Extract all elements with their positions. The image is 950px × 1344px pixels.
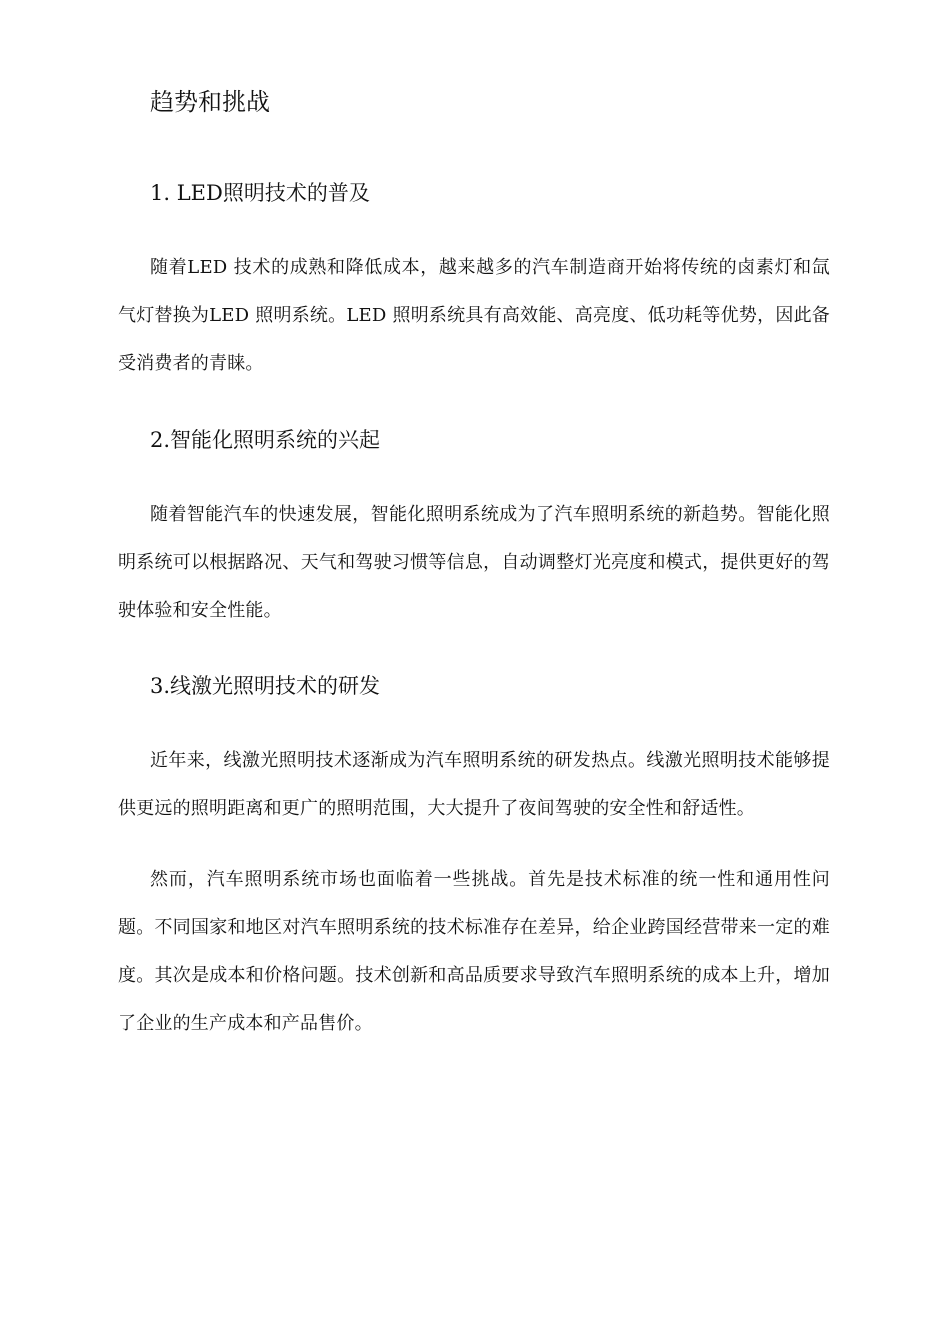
section-paragraph-smart-lighting: 随着智能汽车的快速发展，智能化照明系统成为了汽车照明系统的新趋势。智能化照明系统可以根据路况、天气和驾驶习惯等信息，自动调整灯光亮度和模式，提供更好的驾驶体验和安全性能。 — [118, 504, 830, 621]
section-heading-smart-lighting: 2.智能化照明系统的兴起 — [150, 428, 381, 452]
section-paragraph-laser-lighting: 近年来，线激光照明技术逐渐成为汽车照明系统的研发热点。线激光照明技术能够提供更远的照明距离和更广的照明范围，大大提升了夜间驾驶的安全性和舒适性。 — [118, 750, 830, 819]
document-page — [118, 0, 830, 1344]
challenges-paragraph: 然而，汽车照明系统市场也面临着一些挑战。首先是技术标准的统一性和通用性问题。不同国家和地区对汽车照明系统的技术标准存在差异，给企业跨国经营带来一定的难度。其次是成本和价格问题。技术创新和高品质要求导致汽车照明系统的成本上升，增加了企业的生产成本和产品售价。 — [118, 869, 830, 1034]
section-paragraph-led: 随着LED 技术的成熟和降低成本，越来越多的汽车制造商开始将传统的卤素灯和氙气灯替换为LED 照明系统。LED 照明系统具有高效能、高亮度、低功耗等优势，因此备受消费者的青睐。 — [118, 257, 830, 374]
section-heading-led: 1. LED照明技术的普及 — [150, 181, 370, 205]
document-title: 趋势和挑战 — [150, 88, 270, 116]
section-heading-laser-lighting: 3.线激光照明技术的研发 — [150, 674, 381, 698]
